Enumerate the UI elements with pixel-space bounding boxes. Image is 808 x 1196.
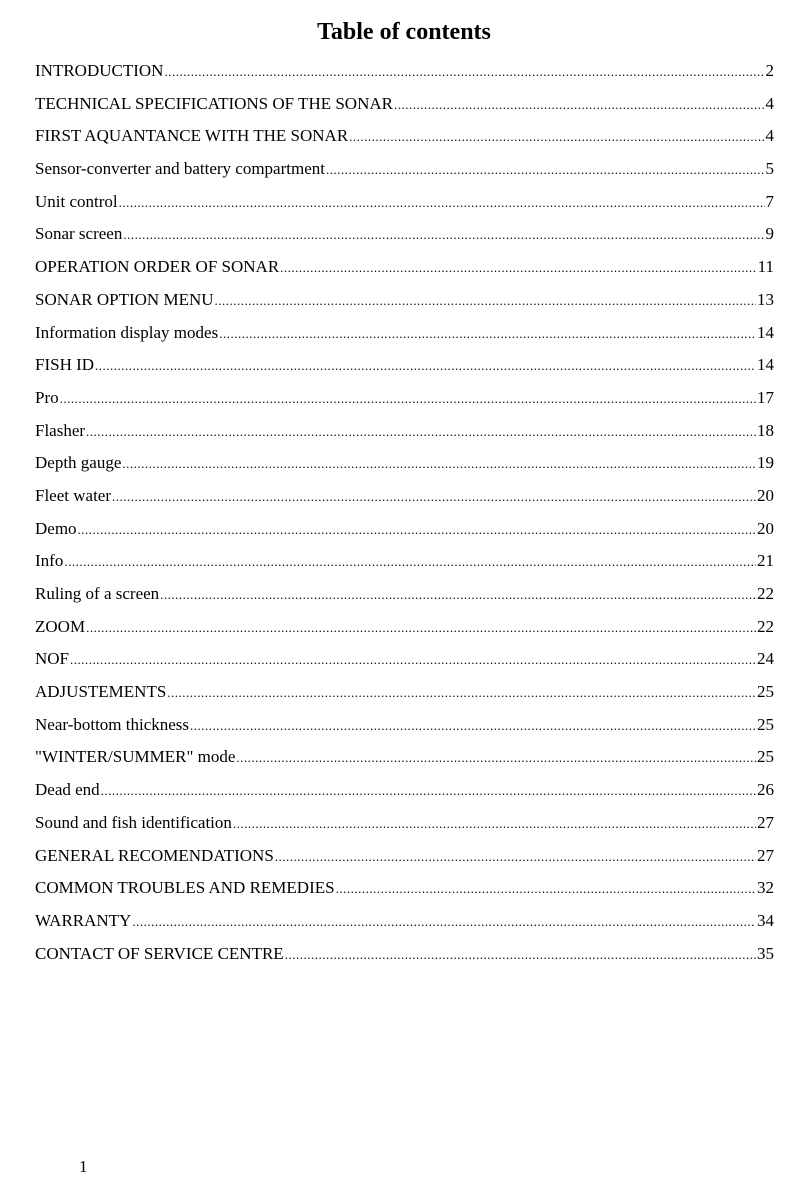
toc-entry-page: 25 [757, 682, 774, 702]
toc-dot-leader [167, 680, 756, 706]
toc-entry-label: "WINTER/SUMMER" mode [35, 747, 236, 767]
toc-dot-leader [78, 517, 756, 543]
toc-entry-page: 27 [757, 845, 774, 865]
toc-entry[interactable] [35, 516, 774, 549]
toc-entry[interactable] [35, 712, 774, 745]
toc-entry[interactable] [35, 777, 774, 810]
toc-entry-page: 20 [757, 485, 774, 505]
toc-entry[interactable] [35, 156, 774, 189]
toc-dot-leader [132, 909, 756, 935]
toc-entry[interactable] [35, 189, 774, 222]
toc-entry-label: Unit control [35, 191, 118, 211]
toc-dot-leader [70, 647, 756, 673]
toc-entry-label: Sound and fish identification [35, 812, 232, 832]
toc-entry-label: COMMON TROUBLES AND REMEDIES [35, 878, 335, 898]
toc-entry-label: TECHNICAL SPECIFICATIONS OF THE SONAR [35, 93, 393, 113]
toc-dot-leader [60, 386, 756, 412]
toc-dot-leader [86, 615, 756, 641]
toc-entry-page: 27 [757, 812, 774, 832]
toc-entry-page: 34 [757, 910, 774, 930]
toc-entry-label: Near-bottom thickness [35, 714, 190, 734]
toc-entry[interactable] [35, 614, 774, 647]
toc-entry[interactable] [35, 810, 774, 843]
toc-entry-label: Dead end [35, 780, 100, 800]
toc-entry-label: Sensor-converter and battery compartment [35, 159, 325, 179]
toc-dot-leader [119, 190, 765, 216]
toc-dot-leader [86, 419, 756, 445]
toc-entry-page: 7 [765, 191, 774, 211]
toc-entry[interactable] [35, 908, 774, 941]
toc-entry-page: 22 [757, 616, 774, 636]
toc-entry-label: Demo [35, 518, 77, 538]
toc-entry-page: 14 [757, 355, 774, 375]
toc-entry-label: WARRANTY [35, 910, 132, 930]
toc-entry[interactable] [35, 941, 774, 974]
toc-entry[interactable] [35, 450, 774, 483]
toc-entry-label: Sonar screen [35, 224, 123, 244]
toc-entry[interactable] [35, 352, 774, 385]
toc-entry-page: 20 [757, 518, 774, 538]
toc-entry-page: 35 [757, 943, 774, 963]
toc-entry-page: 4 [765, 126, 774, 146]
toc-entry-label: Flasher [35, 420, 86, 440]
toc-entry-label: FIRST AQUANTANCE WITH THE SONAR [35, 126, 349, 146]
toc-dot-leader [95, 353, 756, 379]
toc-entry-label: SONAR OPTION MENU [35, 289, 214, 309]
toc-entry[interactable] [35, 287, 774, 320]
toc-entry-label: Info [35, 551, 64, 571]
toc-entry[interactable] [35, 646, 774, 679]
toc-entry-label: NOF [35, 649, 70, 669]
toc-entry[interactable] [35, 418, 774, 451]
toc-dot-leader [394, 92, 765, 118]
toc-entry-label: INTRODUCTION [35, 61, 164, 80]
toc-dot-leader [215, 288, 756, 314]
toc-entry-label: Pro [35, 387, 59, 407]
toc-entry-label: Ruling of a screen [35, 584, 160, 603]
toc-entry[interactable] [35, 843, 774, 876]
toc-entry-page: 25 [757, 714, 774, 734]
toc-entry[interactable] [35, 254, 774, 287]
toc-entry-label: ZOOM [35, 616, 86, 636]
toc-entry-label: GENERAL RECOMENDATIONS [35, 845, 274, 865]
toc-entry-label: Depth gauge [35, 453, 122, 473]
toc-entry[interactable] [35, 581, 774, 614]
toc-dot-leader [123, 222, 764, 248]
toc-entry[interactable] [35, 548, 774, 581]
toc-entry-page: 25 [757, 747, 774, 767]
toc-dot-leader [112, 484, 756, 510]
toc-dot-leader [280, 255, 756, 281]
page-number: 1 [79, 1157, 88, 1176]
toc-entry-page: 9 [765, 224, 774, 244]
toc-entry[interactable] [35, 221, 774, 254]
toc-dot-leader [336, 876, 756, 902]
toc-entry-page: 19 [757, 453, 774, 473]
toc-entry-page: 32 [757, 878, 774, 898]
toc-entry-page: 13 [757, 289, 774, 309]
toc-dot-leader [219, 321, 756, 347]
toc-entry-page: 26 [757, 780, 774, 800]
toc-entry[interactable] [35, 58, 774, 91]
toc-dot-leader [122, 451, 756, 477]
toc-entry-page: 22 [757, 584, 774, 603]
toc-entry-label: CONTACT OF SERVICE CENTRE [35, 943, 284, 963]
toc-dot-leader [190, 713, 756, 739]
toc-entry-page: 5 [765, 159, 774, 179]
toc-dot-leader [164, 59, 764, 85]
toc-entry[interactable] [35, 483, 774, 516]
toc-dot-leader [233, 811, 756, 837]
toc-entry[interactable] [35, 385, 774, 418]
toc-entry-page: 14 [757, 322, 774, 342]
toc-entry-label: Information display modes [35, 322, 219, 342]
toc-entry-label: FISH ID [35, 355, 95, 375]
toc-entry[interactable] [35, 123, 774, 156]
toc-entry-page: 21 [757, 551, 774, 571]
toc-dot-leader [236, 745, 756, 771]
toc-dot-leader [101, 778, 756, 804]
toc-dot-leader [160, 582, 756, 608]
toc-entry-page: 18 [757, 420, 774, 440]
toc-dot-leader [285, 942, 756, 968]
toc-entry[interactable] [35, 744, 774, 777]
toc-dot-leader [326, 157, 765, 183]
toc-entry[interactable] [35, 91, 774, 124]
toc-entry-label: ADJUSTEMENTS [35, 682, 167, 702]
page-title: Table of contents [317, 19, 491, 45]
toc-entry-label: Fleet water [35, 485, 111, 505]
toc-entry-page: 11 [757, 257, 774, 277]
toc-list [35, 58, 774, 973]
toc-entry-page: 17 [757, 387, 774, 407]
toc-entry[interactable] [35, 875, 774, 908]
toc-entry[interactable] [35, 320, 774, 353]
toc-entry-page: 2 [765, 61, 774, 80]
toc-dot-leader [275, 844, 756, 870]
toc-dot-leader [349, 124, 764, 150]
toc-entry[interactable] [35, 679, 774, 712]
toc-entry-page: 24 [757, 649, 774, 669]
toc-entry-label: OPERATION ORDER OF SONAR [35, 257, 280, 277]
toc-entry-page: 4 [765, 93, 774, 113]
toc-dot-leader [64, 549, 756, 575]
